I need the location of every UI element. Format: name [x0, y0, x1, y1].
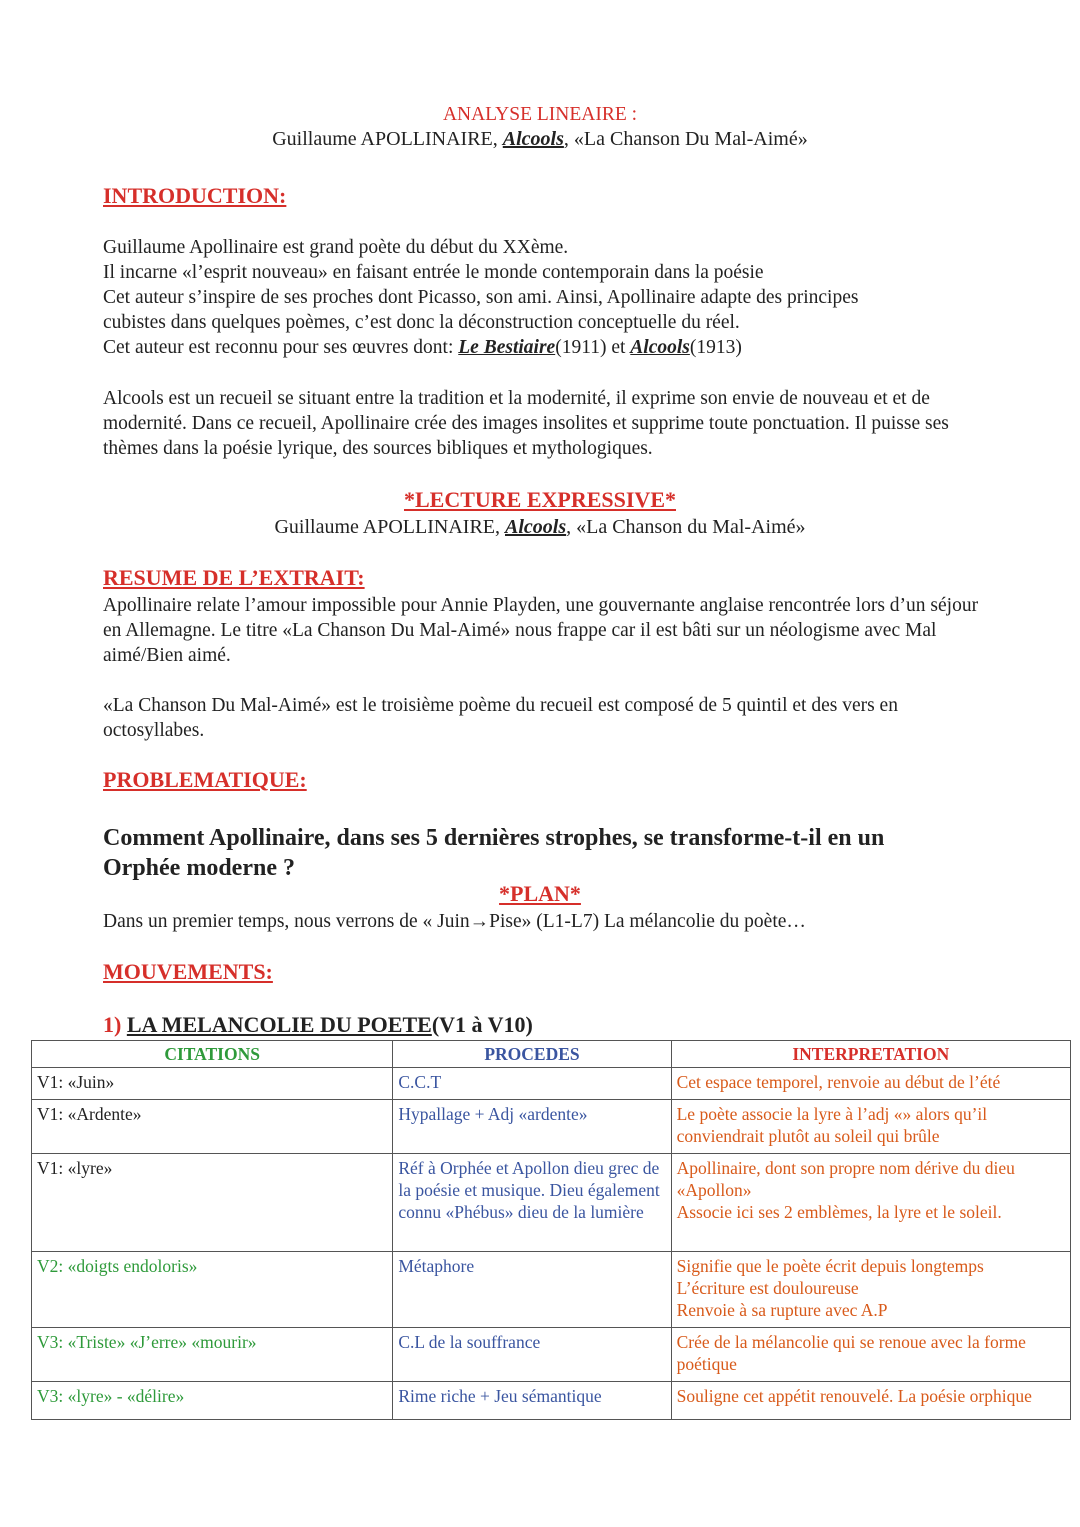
subtitle-poem: , «La Chanson Du Mal-Aimé» — [563, 128, 808, 150]
resume-heading: RESUME DE L’EXTRAIT: — [103, 565, 365, 590]
citation-cell: V1: «lyre» — [32, 1154, 393, 1252]
introduction-paragraph — [103, 235, 983, 360]
lecture-poem: , «La Chanson du Mal-Aimé» — [566, 516, 806, 538]
section-title — [103, 1012, 533, 1038]
document-label: ANALYSE LINEAIRE : — [442, 104, 638, 125]
citation-cell: V3: «lyre» - «délire» — [32, 1382, 393, 1420]
intro-line: Guillaume Apollinaire est grand poète du début du XXème. — [103, 237, 569, 258]
interpretation-cell: Souligne cet appétit renouvelé. La poésie orphique — [671, 1382, 1070, 1420]
resume-paragraph-2: «La Chanson Du Mal-Aimé» est le troisième poème du recueil est composé de 5 quintil et des vers en octosyllabes. — [103, 695, 898, 741]
work-le-bestiaire: Le Bestiaire — [458, 337, 556, 358]
header-procedes: PROCEDES — [393, 1041, 671, 1068]
interpretation-cell: Cet espace temporel, renvoie au début de l’été — [671, 1068, 1070, 1100]
problematique-question: Comment Apollinaire, dans ses 5 dernières strophes, se transforme-t-il en un Orphée moderne ? — [103, 825, 885, 881]
lecture-subtitle — [0, 516, 1080, 539]
work1-year: (1911) et — [555, 337, 631, 358]
analysis-table — [31, 1040, 1071, 1420]
introduction-heading: INTRODUCTION: — [103, 183, 287, 208]
header-citations: CITATIONS — [32, 1041, 393, 1068]
citation-cell: V1: «Juin» — [32, 1068, 393, 1100]
procede-cell: Hypallage + Adj «ardente» — [393, 1100, 671, 1154]
works-prefix: Cet auteur est reconnu pour ses œuvres dont: — [103, 337, 459, 358]
problematique-heading: PROBLEMATIQUE: — [103, 767, 307, 792]
lecture-work: Alcools — [505, 516, 567, 538]
interpretation-cell: Crée de la mélancolie qui se renoue avec la forme poétique — [671, 1328, 1070, 1382]
procede-cell: Métaphore — [393, 1252, 671, 1328]
section-number: 1) — [103, 1012, 127, 1037]
subtitle-author: Guillaume APOLLINAIRE, — [272, 128, 503, 150]
alcools-paragraph: Alcools est un recueil se situant entre la tradition et la modernité, il exprime son envie de nouveau et et de modernité. Dans ce recueil, Apollinaire crée des images insolites et supprime toute ponctuation. Il puisse ses thèmes dans la poésie lyrique, des sources bibliques et mythologiques. — [103, 388, 949, 459]
work-alcools: Alcools — [630, 337, 690, 358]
interpretation-cell: Le poète associe la lyre à l’adj «» alors qu’il conviendrait plutôt au soleil qui brûle — [671, 1100, 1070, 1154]
lecture-heading: *LECTURE EXPRESSIVE* — [403, 487, 676, 512]
intro-line: Cet auteur s’inspire de ses proches dont Picasso, son ami. Ainsi, Apollinaire adapte des principes — [103, 287, 859, 308]
plan-heading: *PLAN* — [499, 881, 581, 906]
intro-works-line — [103, 335, 983, 360]
procede-cell: C.L de la souffrance — [393, 1328, 671, 1382]
procede-cell: C.C.T — [393, 1068, 671, 1100]
work2-year: (1913) — [689, 337, 742, 358]
interpretation-cell: Signifie que le poète écrit depuis longtemps L’écriture est douloureuse Renvoie à sa rupture avec A.P — [671, 1252, 1070, 1328]
lecture-author: Guillaume APOLLINAIRE, — [274, 516, 505, 538]
resume-paragraph: Apollinaire relate l’amour impossible pour Annie Playden, une gouvernante anglaise rencontrée lors d’un séjour en Allemagne. Le titre «La Chanson Du Mal-Aimé» nous frappe car il est bâti sur un néologisme avec Mal aimé/Bien aimé. — [103, 595, 979, 666]
procede-cell: Rime riche + Jeu sémantique — [393, 1382, 671, 1420]
table-row — [32, 1100, 1071, 1154]
procede-cell: Réf à Orphée et Apollon dieu grec de la poésie et musique. Dieu également connu «Phébus» dieu de la lumière — [393, 1154, 671, 1252]
interpretation-cell: Apollinaire, dont son propre nom dérive du dieu «Apollon» Associe ici ses 2 emblèmes, la lyre et le soleil. — [671, 1154, 1070, 1252]
table-header-row — [32, 1041, 1071, 1068]
mouvements-heading: MOUVEMENTS: — [103, 959, 273, 984]
subtitle-work: Alcools — [502, 128, 564, 150]
intro-line: Il incarne «l’esprit nouveau» en faisant entrée le monde contemporain dans la poésie — [103, 262, 764, 283]
table-row — [32, 1068, 1071, 1100]
document-subtitle — [0, 128, 1080, 151]
table-row — [32, 1252, 1071, 1328]
section-title-text: LA MELANCOLIE DU POETE — [126, 1012, 432, 1037]
citation-cell: V1: «Ardente» — [32, 1100, 393, 1154]
table-row — [32, 1154, 1071, 1252]
table-row — [32, 1328, 1071, 1382]
header-interpretation: INTERPRETATION — [671, 1041, 1070, 1068]
table-row — [32, 1382, 1071, 1420]
citation-cell: V2: «doigts endoloris» — [32, 1252, 393, 1328]
citation-cell: V3: «Triste» «J’erre» «mourir» — [32, 1328, 393, 1382]
section-range: (V1 à V10) — [431, 1012, 533, 1037]
plan-text: Dans un premier temps, nous verrons de « Juin→Pise» (L1-L7) La mélancolie du poète… — [103, 911, 806, 932]
intro-line: cubistes dans quelques poèmes, c’est donc la déconstruction conceptuelle du réel. — [103, 312, 740, 333]
